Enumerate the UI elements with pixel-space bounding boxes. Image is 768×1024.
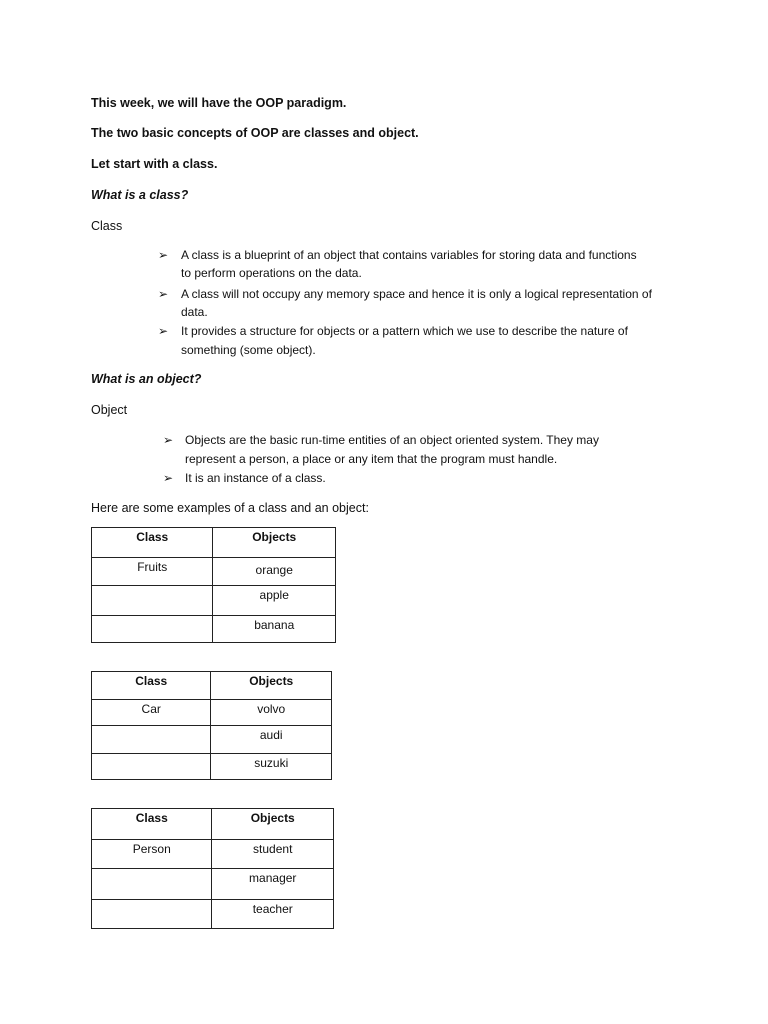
- bullet-text-line: It provides a structure for objects or a pattern which we use to describe the nature of: [181, 324, 628, 338]
- table-header-row: [92, 672, 332, 700]
- table-cell: Person: [92, 840, 212, 869]
- table-cell: [92, 754, 211, 780]
- list-item: [158, 323, 718, 359]
- table-row: [92, 616, 336, 643]
- bullet-text-line: A class is a blueprint of an object that contains variables for storing data and functions: [181, 248, 637, 262]
- list-item: [158, 247, 718, 283]
- what-is-class-heading: What is a class?: [91, 188, 189, 202]
- table-cell: [92, 616, 213, 643]
- examples-intro: Here are some examples of a class and an object:: [91, 501, 369, 515]
- bullet-text-line: data.: [181, 305, 208, 319]
- arrow-bullet-icon: ➢: [163, 433, 174, 447]
- table-cell: Fruits: [92, 558, 213, 586]
- table-cell: audi: [211, 726, 332, 754]
- table-cell: suzuki: [211, 754, 332, 780]
- header-cell-objects: Objects: [211, 672, 332, 700]
- table-header-row: [92, 809, 334, 840]
- table-row: [92, 840, 334, 869]
- table-cell: apple: [213, 586, 336, 616]
- header-cell-class: Class: [92, 809, 212, 840]
- table-row: [92, 558, 336, 586]
- what-is-object-heading: What is an object?: [91, 372, 202, 386]
- table-cell: volvo: [211, 700, 332, 726]
- bullet-text-line: Objects are the basic run-time entities of an object oriented system. They may: [185, 433, 599, 447]
- concepts-paragraph: The two basic concepts of OOP are classes and object.: [91, 126, 419, 140]
- object-label: Object: [91, 403, 128, 417]
- table-header-row: [92, 528, 336, 558]
- list-item: [158, 286, 718, 322]
- fruits-table: [91, 527, 336, 643]
- table-cell: teacher: [212, 900, 334, 929]
- table-row: [92, 754, 332, 780]
- bullet-text-line: It is an instance of a class.: [185, 471, 326, 485]
- header-cell-objects: Objects: [213, 528, 336, 558]
- start-paragraph: Let start with a class.: [91, 157, 218, 171]
- intro-paragraph: This week, we will have the OOP paradigm.: [91, 96, 347, 110]
- arrow-bullet-icon: ➢: [163, 471, 174, 485]
- class-label: Class: [91, 219, 123, 233]
- list-item: [163, 432, 683, 468]
- table-cell: manager: [212, 869, 334, 900]
- bullet-text-line: A class will not occupy any memory space and hence it is only a logical representation of: [181, 287, 652, 301]
- arrow-bullet-icon: ➢: [158, 324, 169, 338]
- bullet-text-line: to perform operations on the data.: [181, 266, 362, 280]
- header-cell-class: Class: [92, 672, 211, 700]
- table-cell: [92, 726, 211, 754]
- bullet-text-line: represent a person, a place or any item that the program must handle.: [185, 452, 558, 466]
- arrow-bullet-icon: ➢: [158, 287, 169, 301]
- table-cell: [92, 586, 213, 616]
- table-row: [92, 900, 334, 929]
- table-row: [92, 586, 336, 616]
- table-row: [92, 869, 334, 900]
- table-cell: student: [212, 840, 334, 869]
- car-table: [91, 671, 332, 780]
- table-row: [92, 700, 332, 726]
- table-cell: [92, 900, 212, 929]
- table-row: [92, 726, 332, 754]
- arrow-bullet-icon: ➢: [158, 248, 169, 262]
- bullet-text-line: something (some object).: [181, 343, 316, 357]
- header-cell-objects: Objects: [212, 809, 334, 840]
- header-cell-class: Class: [92, 528, 213, 558]
- table-cell: orange: [213, 558, 336, 586]
- table-cell: [92, 869, 212, 900]
- person-table: [91, 808, 334, 929]
- table-cell: Car: [92, 700, 211, 726]
- table-cell: banana: [213, 616, 336, 643]
- list-item: [163, 470, 683, 488]
